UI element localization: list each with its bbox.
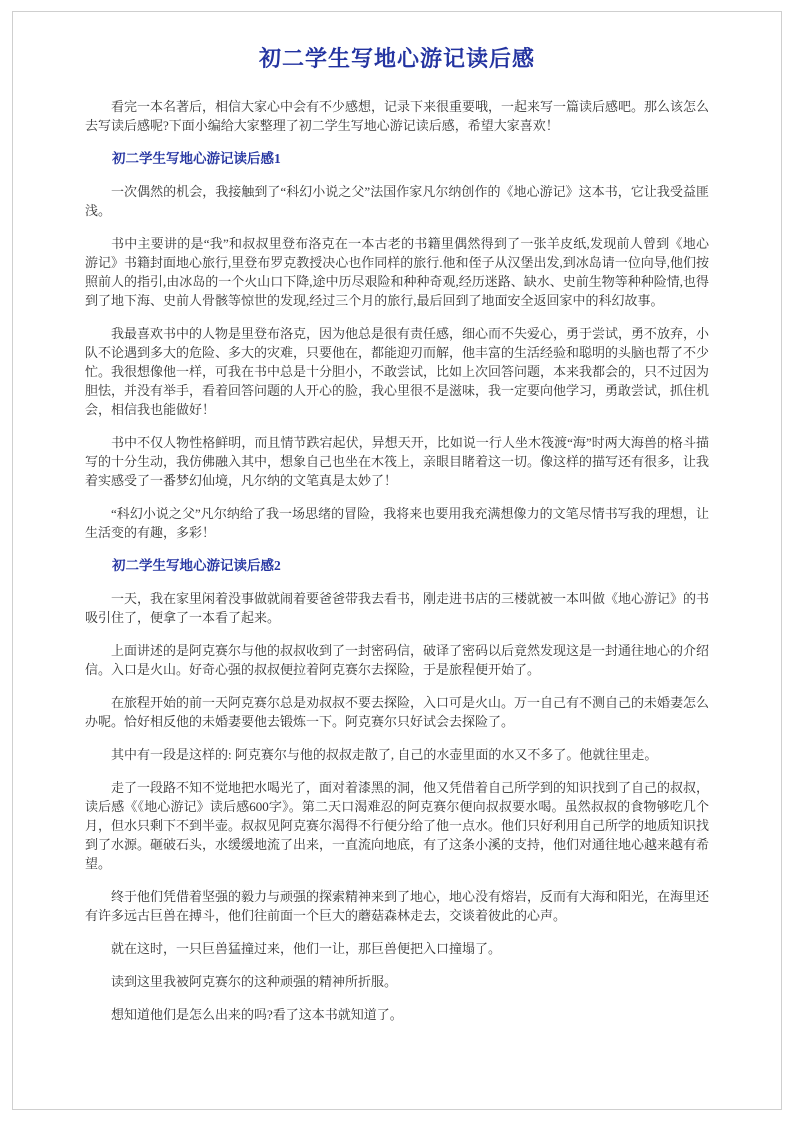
paragraph: 我最喜欢书中的人物是里登布洛克，因为他总是很有责任感，细心而不失爱心，勇于尝试，勇不放弃，小队不论遇到多大的危险、多大的灾难，只要他在，都能迎刃而解，他丰富的生活经验和聪明的头脑也帮了不少忙。我很想像他一样，可我在书中总是十分胆小，不敢尝试，比如上次回答问题，本来我都会的，只不过因为胆怯，并没有举手，看着回答问题的人开心的脸，我心里很不是滋味，我一定要向他学习，勇敢尝试，抓住机会，相信我也能做好！: [85, 326, 710, 417]
page-title: 初二学生写地心游记读后感: [258, 46, 535, 71]
paragraph: 一天，我在家里闲着没事做就闹着要爸爸带我去看书，刚走进书店的三楼就被一本叫做《地心游记》的书吸引住了，便拿了一本看了起来。: [85, 591, 710, 625]
document-page: [12, 11, 782, 1110]
paragraph: 看完一本名著后，相信大家心中会有不少感想，记录下来很重要哦，一起来写一篇读后感吧。那么该怎么去写读后感呢?下面小编给大家整理了初二学生写地心游记读后感，希望大家喜欢！: [85, 99, 710, 133]
paragraph: 想知道他们是怎么出来的吗?看了这本书就知道了。: [111, 1007, 403, 1022]
section-heading: 初二学生写地心游记读后感2: [112, 558, 281, 573]
paragraph: 书中不仅人物性格鲜明，而且情节跌宕起伏，异想天开，比如说一行人坐木筏渡“海”时两大海兽的格斗描写的十分生动，我仿佛融入其中，想象自己也坐在木筏上，亲眼目睹着这一切。像这样的描写还有很多，让我着实感受了一番梦幻仙境，凡尔纳的文笔真是太妙了！: [85, 435, 710, 488]
paragraph: 读到这里我被阿克赛尔的这种顽强的精神所折服。: [111, 974, 398, 989]
paragraph: 书中主要讲的是“我”和叔叔里登布洛克在一本古老的书籍里偶然得到了一张羊皮纸,发现前人曾到《地心游记》书籍封面地心旅行,里登布罗克教授决心也作同样的旅行.他和侄子从汉堡出发,到冰岛请一位向导,他们按照前人的指引,由冰岛的一个火山口下降,途中历尽艰险和种种奇观,经历迷路、缺水、史前生物等种种险情,也得到了地下海、史前人骨骸等惊世的发现,经过三个月的旅行,最后回到了地面安全返回家中的科幻故事。: [85, 236, 710, 308]
paragraph: 就在这时，一只巨兽猛撞过来，他们一让，那巨兽便把入口撞塌了。: [111, 941, 502, 956]
paragraph: 其中有一段是这样的: 阿克赛尔与他的叔叔走散了, 自己的水壶里面的水又不多了。他就往里走。: [111, 747, 658, 762]
paragraph: 上面讲述的是阿克赛尔与他的叔叔收到了一封密码信，破译了密码以后竟然发现这是一封通往地心的介绍信。入口是火山。好奇心强的叔叔便拉着阿克赛尔去探险，于是旅程便开始了。: [85, 643, 710, 677]
section-heading: 初二学生写地心游记读后感1: [112, 151, 281, 166]
paragraph: 一次偶然的机会，我接触到了“科幻小说之父”法国作家凡尔纳创作的《地心游记》这本书，它让我受益匪浅。: [85, 184, 709, 218]
paragraph: 在旅程开始的前一天阿克赛尔总是劝叔叔不要去探险，入口可是火山。万一自己有不测自己的未婚妻怎么办呢。恰好相反他的未婚妻要他去锻炼一下。阿克赛尔只好试会去探险了。: [85, 695, 710, 729]
paragraph: 走了一段路不知不觉地把水喝光了，面对着漆黑的洞，他又凭借着自己所学到的知识找到了自己的叔叔，读后感《《地心游记》读后感600字》。第二天口渴难忍的阿克赛尔便向叔叔要水喝。虽然叔叔的食物够吃几个月，但水只剩下不到半壶。叔叔见阿克赛尔渴得不行便分给了他一点水。他们只好利用自己所学的地质知识找到了水源。砸破石头，水缓缓地流了出来，一直流向地底，有了这条小溪的支持，他们对通往地心越来越有希望。: [85, 780, 710, 871]
document-body: [85, 97, 709, 1024]
paragraph: “科幻小说之父”凡尔纳给了我一场思绪的冒险，我将来也要用我充满想像力的文笔尽情书写我的理想，让生活变的有趣，多彩！: [85, 506, 709, 540]
paragraph: 终于他们凭借着坚强的毅力与顽强的探索精神来到了地心，地心没有熔岩，反而有大海和阳光，在海里还有许多远古巨兽在搏斗，他们往前面一个巨大的蘑菇森林走去，交谈着彼此的心声。: [85, 889, 710, 923]
